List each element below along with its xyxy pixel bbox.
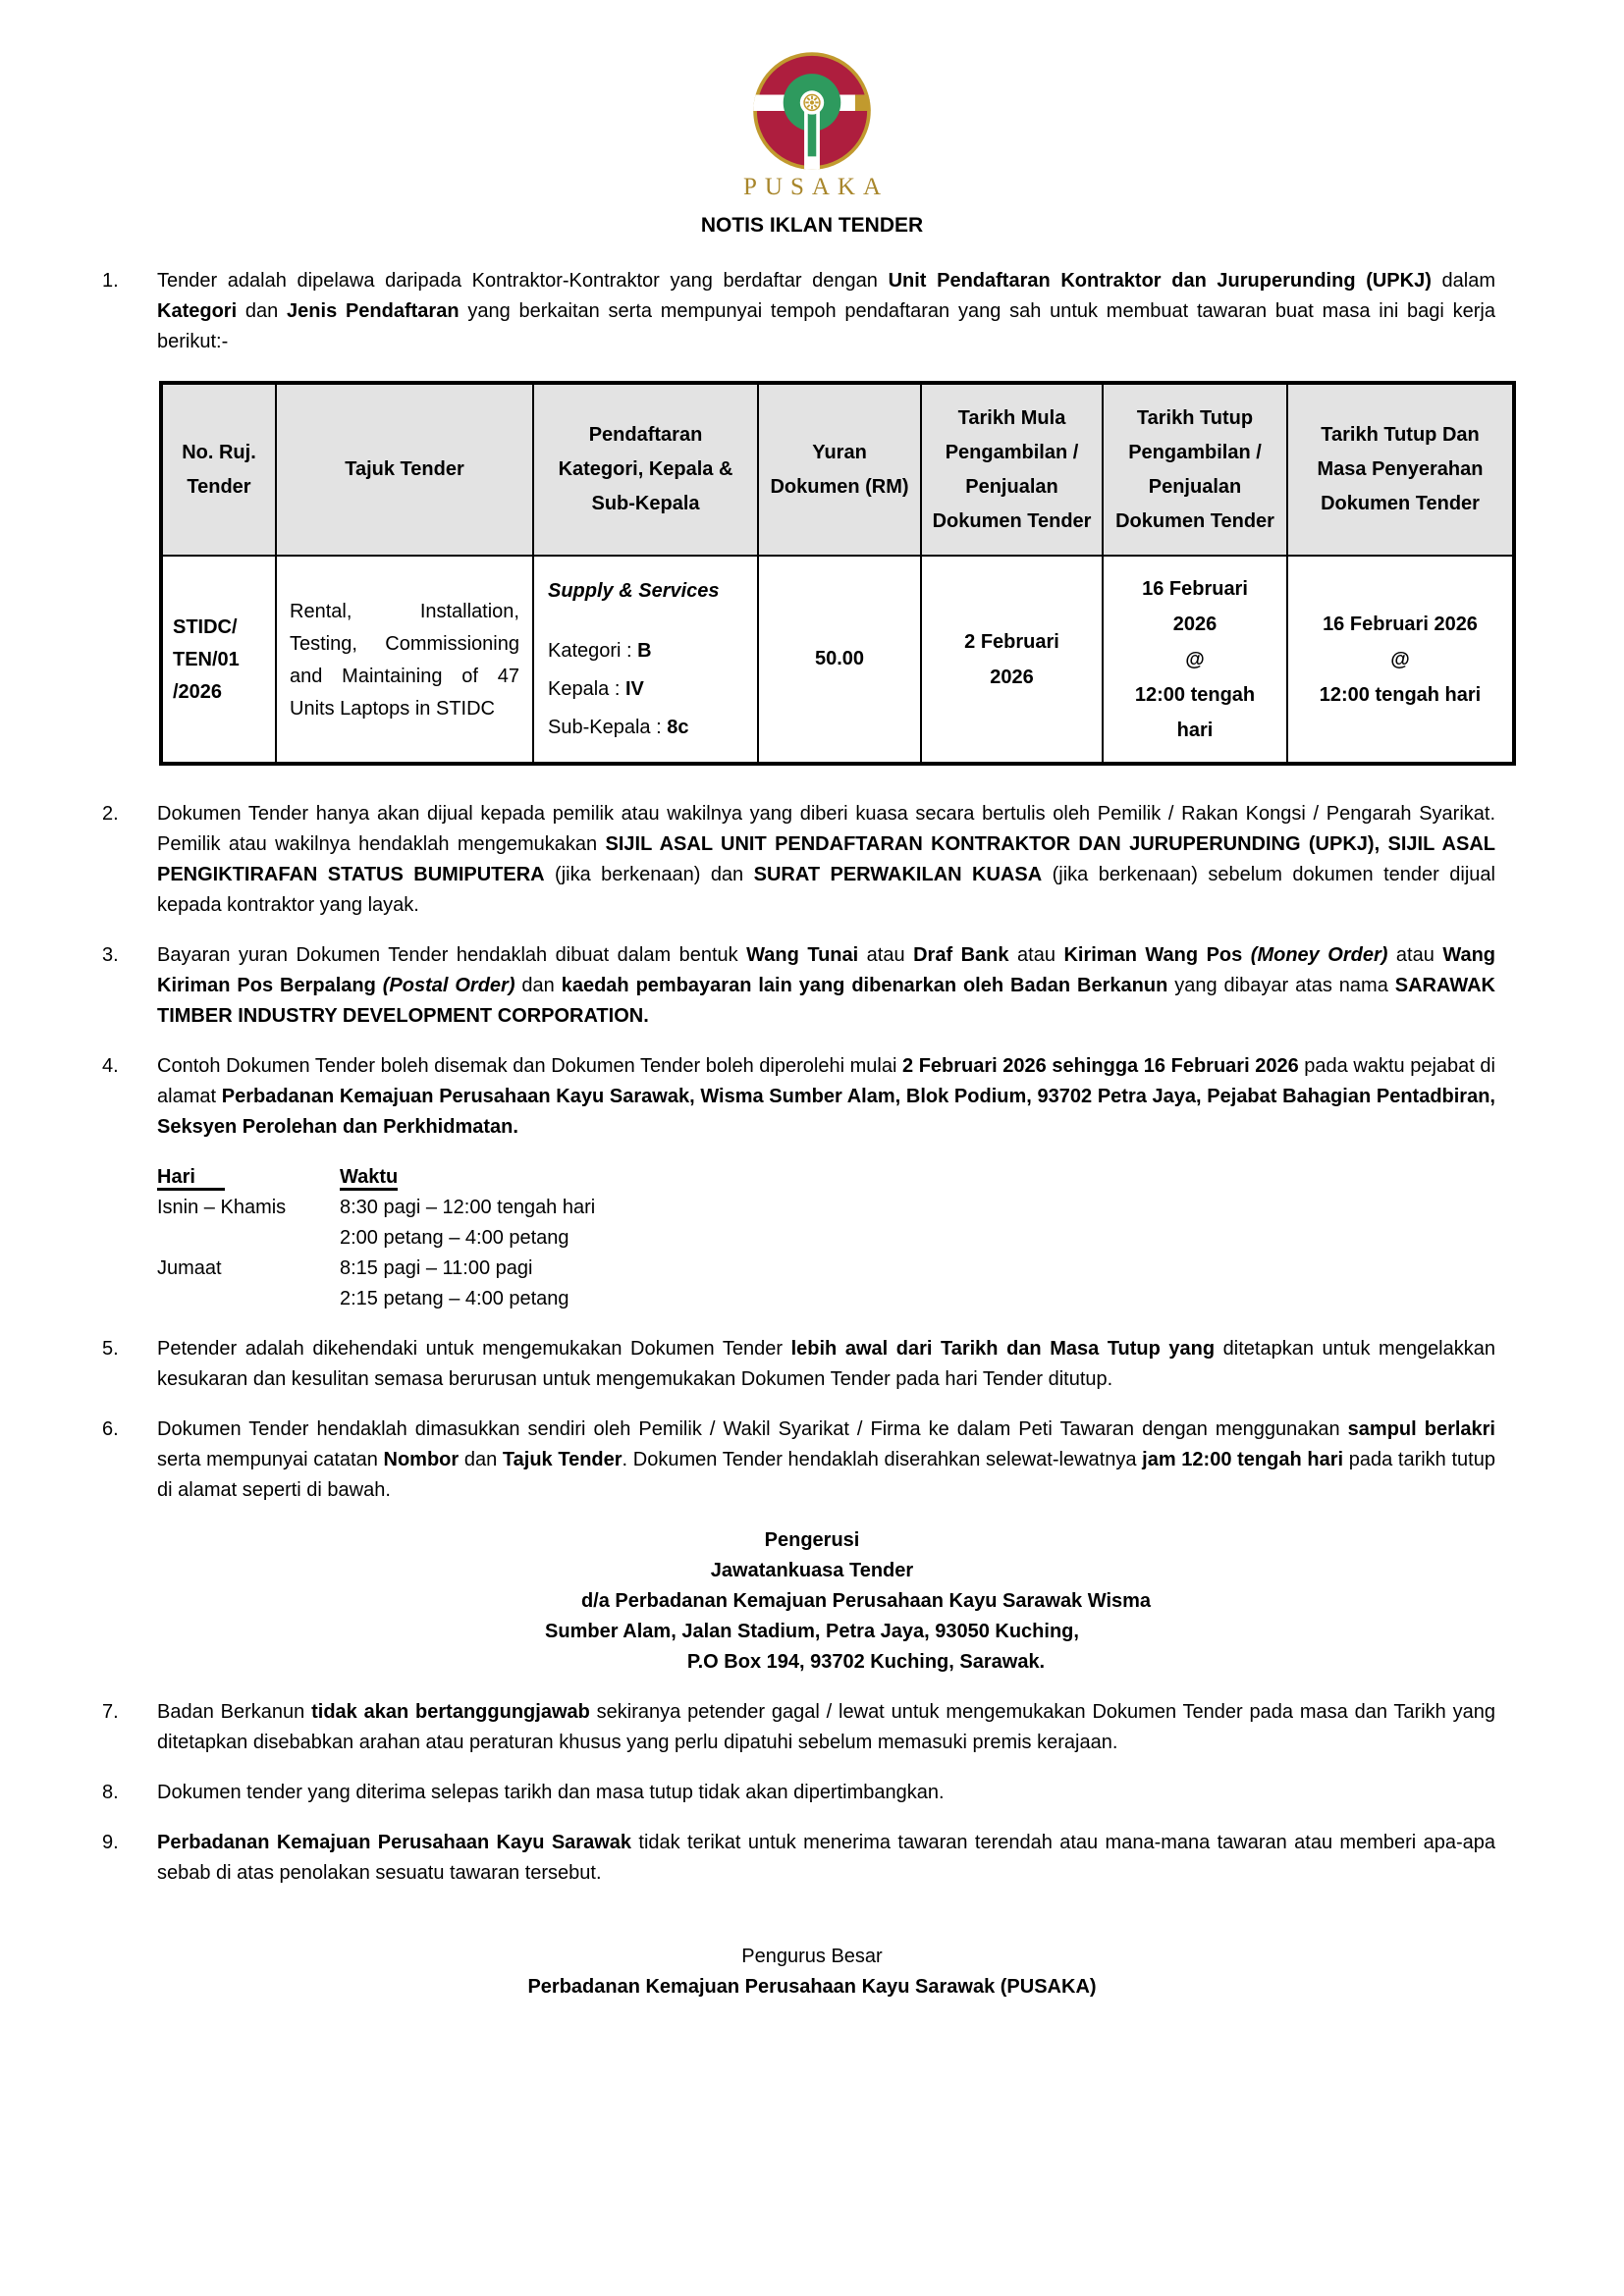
- cell-fee: 50.00: [758, 556, 921, 764]
- address-line: d/a Perbadanan Kemajuan Perusahaan Kayu Sarawak Wisma: [580, 1590, 1152, 1612]
- item-text: Badan Berkanun tidak akan bertanggungjawab sekiranya petender gagal / lewat untuk mengemukakan Dokumen Tender pada masa dan Tarikh yang ditetapkan disebabkan arahan atau peraturan khusus yang perlu dipatuhi sebelum memasuki premis kerajaan.: [157, 1701, 1495, 1753]
- list-item-3: [102, 940, 1495, 1032]
- schedule-time: 2:00 petang – 4:00 petang: [340, 1227, 569, 1249]
- tender-table: [159, 381, 1516, 766]
- item-text: Tender adalah dipelawa daripada Kontraktor-Kontraktor yang berdaftar dengan Unit Pendaftaran Kontraktor dan Juruperunding (UPKJ) dalam Kategori dan Jenis Pendaftaran yang berkaitan serta mempunyai tempoh pendaftaran yang sah untuk membuat tawaran buat masa ini bagi kerja berikut:-: [157, 270, 1496, 352]
- list-item-9: [102, 1828, 1495, 1889]
- item-number: 8.: [102, 1782, 119, 1803]
- signatory-role: Pengurus Besar: [741, 1946, 883, 1967]
- item-text: Bayaran yuran Dokumen Tender hendaklah dibuat dalam bentuk Wang Tunai atau Draf Bank atau Kiriman Wang Pos (Money Order) atau Wang Kiriman Pos Berpalang (Postal Order) dan kaedah pembayaran lain yang dibenarkan oleh Badan Berkanun yang dibayar atas nama SARAWAK TIMBER INDUSTRY DEVELOPMENT CORPORATION.: [157, 944, 1496, 1027]
- office-hours-schedule: [157, 1162, 1495, 1314]
- schedule-day: Isnin – Khamis: [157, 1197, 287, 1218]
- submission-address-block: [0, 1525, 1624, 1678]
- list-item-6: [102, 1415, 1495, 1506]
- item-text: Perbadanan Kemajuan Perusahaan Kayu Sarawak tidak terikat untuk menerima tawaran terendah atau mana-mana tawaran atau memberi apa-apa sebab di atas penolakan sesuatu tawaran tersebut.: [157, 1832, 1495, 1884]
- cell-tender-title: Rental, Installation, Testing, Commissioning and Maintaining of 47 Units Laptops in STIDC: [276, 556, 533, 764]
- list-item-1: [102, 266, 1495, 357]
- list-item-8: [102, 1778, 1495, 1808]
- tender-table-header: [161, 383, 1514, 556]
- item-number: 2.: [102, 803, 119, 825]
- col-header-tarikh-mula: Tarikh Mula Pengambilan / Penjualan Dokumen Tender: [921, 383, 1103, 556]
- list-item-4: [102, 1051, 1495, 1143]
- signatory-organisation: Perbadanan Kemajuan Perusahaan Kayu Sarawak (PUSAKA): [527, 1976, 1097, 1998]
- closing-signature: [0, 1942, 1624, 2002]
- col-header-tajuk: Tajuk Tender: [276, 383, 533, 556]
- col-header-pendaftaran: Pendaftaran Kategori, Kepala & Sub-Kepala: [533, 383, 758, 556]
- registration-sub-kepala: Sub-Kepala : 8c: [548, 716, 689, 738]
- document-header: [0, 51, 1624, 240]
- cell-close-date: 16 Februari 2026 @ 12:00 tengah hari: [1103, 556, 1287, 764]
- address-line: Jawatankuasa Tender: [710, 1560, 914, 1581]
- item-number: 3.: [102, 944, 119, 966]
- item-number: 6.: [102, 1418, 119, 1440]
- schedule-row: [157, 1254, 1495, 1284]
- cell-start-date: 2 Februari 2026: [921, 556, 1103, 764]
- schedule-time: 8:30 pagi – 12:00 tengah hari: [340, 1197, 596, 1218]
- schedule-row: [157, 1223, 1495, 1254]
- schedule-day: [157, 1284, 340, 1314]
- item-number: 1.: [102, 270, 119, 292]
- item-number: 5.: [102, 1338, 119, 1360]
- col-header-tarikh-tutup: Tarikh Tutup Pengambilan / Penjualan Dokumen Tender: [1103, 383, 1287, 556]
- item-text: Petender adalah dikehendaki untuk mengemukakan Dokumen Tender lebih awal dari Tarikh dan Masa Tutup yang ditetapkan untuk mengelakkan kesukaran dan kesulitan semasa berurusan untuk mengemukakan Dokumen Tender pada hari Tender ditutup.: [157, 1338, 1495, 1390]
- address-line: Sumber Alam, Jalan Stadium, Petra Jaya, 93050 Kuching,: [545, 1621, 1079, 1642]
- col-header-no-ruj: No. Ruj. Tender: [161, 383, 276, 556]
- col-header-penyerahan: Tarikh Tutup Dan Masa Penyerahan Dokumen Tender: [1287, 383, 1514, 556]
- registration-kategori: Kategori : B: [548, 639, 652, 662]
- schedule-time: 2:15 petang – 4:00 petang: [340, 1288, 569, 1309]
- cell-registration: [533, 556, 758, 764]
- item-number: 9.: [102, 1832, 119, 1853]
- logo-wordmark: PUSAKA: [742, 174, 890, 200]
- col-header-yuran: Yuran Dokumen (RM): [758, 383, 921, 556]
- cell-submission-deadline: 16 Februari 2026 @ 12:00 tengah hari: [1287, 556, 1514, 764]
- schedule-row: [157, 1284, 1495, 1314]
- schedule-time-header: Waktu: [340, 1162, 398, 1193]
- schedule-day: [157, 1223, 340, 1254]
- pusaka-logo-icon: [752, 51, 872, 171]
- address-line: P.O Box 194, 93702 Kuching, Sarawak.: [686, 1651, 1046, 1673]
- item-text: Dokumen Tender hendaklah dimasukkan sendiri oleh Pemilik / Wakil Syarikat / Firma ke dalam Peti Tawaran dengan menggunakan sampul berlakri serta mempunyai catatan Nombor dan Tajuk Tender. Dokumen Tender hendaklah diserahkan selewat-lewatnya jam 12:00 tengah hari pada tarikh tutup di alamat seperti di bawah.: [157, 1418, 1495, 1501]
- item-number: 4.: [102, 1055, 119, 1077]
- item-text: Dokumen tender yang diterima selepas tarikh dan masa tutup tidak akan dipertimbangkan.: [157, 1782, 945, 1803]
- schedule-time: 8:15 pagi – 11:00 pagi: [340, 1257, 533, 1279]
- item-number: 7.: [102, 1701, 119, 1723]
- address-line: Pengerusi: [764, 1529, 860, 1551]
- cell-ref-no: STIDC/ TEN/01 /2026: [161, 556, 276, 764]
- list-item-2: [102, 799, 1495, 921]
- list-item-5: [102, 1334, 1495, 1395]
- table-row: [161, 556, 1514, 764]
- schedule-header-row: [157, 1162, 1495, 1193]
- schedule-day-header: Hari: [157, 1162, 340, 1193]
- schedule-row: [157, 1193, 1495, 1223]
- registration-kepala: Kepala : IV: [548, 677, 644, 700]
- schedule-day: Jumaat: [157, 1257, 222, 1279]
- page-title: NOTIS IKLAN TENDER: [700, 214, 924, 237]
- item-text: Contoh Dokumen Tender boleh disemak dan Dokumen Tender boleh diperolehi mulai 2 Februari 2026 sehingga 16 Februari 2026 pada waktu pejabat di alamat Perbadanan Kemajuan Perusahaan Kayu Sarawak, Wisma Sumber Alam, Blok Podium, 93702 Petra Jaya, Pejabat Bahagian Pentadbiran, Seksyen Perolehan dan Perkhidmatan.: [157, 1055, 1495, 1138]
- list-item-7: [102, 1697, 1495, 1758]
- item-text: Dokumen Tender hanya akan dijual kepada pemilik atau wakilnya yang diberi kuasa secara bertulis oleh Pemilik / Rakan Kongsi / Pengarah Syarikat. Pemilik atau wakilnya hendaklah mengemukakan SIJIL ASAL UNIT PENDAFTARAN KONTRAKTOR DAN JURUPERUNDING (UPKJ), SIJIL ASAL PENGIKTIRAFAN STATUS BUMIPUTERA (jika berkenaan) dan SURAT PERWAKILAN KUASA (jika berkenaan) sebelum dokumen tender dijual kepada kontraktor yang layak.: [157, 803, 1495, 916]
- registration-type: Supply & Services: [548, 579, 720, 602]
